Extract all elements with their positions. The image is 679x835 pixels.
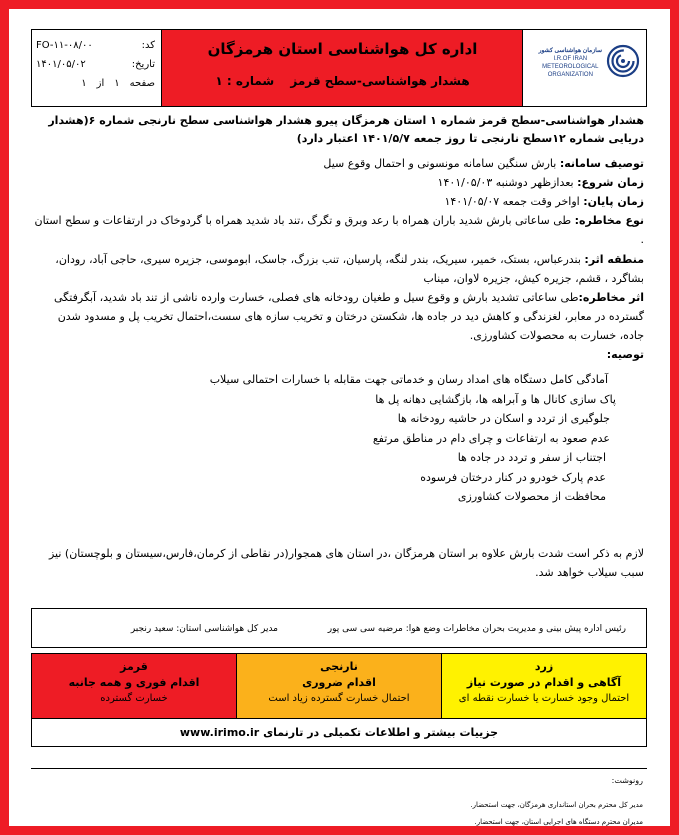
page-label: صفحه [129,78,155,89]
hazard-value: طی ساعاتی بارش شدید باران همراه با رعد وبرق و تگرگ ،تند باد شدید همراه با گردوخاک در ارتفاعات و سطح استان . [34,214,644,246]
hazard-type [34,211,644,249]
area-value: بندرعباس، بستک، خمیر، سیریک، بندر لنگه، پارسیان، تنب بزرگ، جاسک، ابوموسی، جزیره سیری، حاجی آباد، رودان، بشاگرد ، قشم، جزیره کیش، جزیره لاوان، میناب [55,253,644,285]
level-effect: احتمال خسارت گسترده زیاد است [268,693,410,704]
impact-section [34,250,644,364]
list-item: عدم پارک خودرو در کنار درختان فرسوده [420,470,606,484]
list-item: عدم صعود به ارتفاعات و چرای دام در مناطق مرتفع [372,431,610,445]
level-effect: خسارت گسترده [100,693,168,704]
code-label: کد: [141,40,155,51]
warning-level-label: هشدار هواشناسی-سطح قرمز [290,74,470,88]
page-total: ۱ [81,78,87,89]
director-signature: مدیر کل هواشناسی استان: سعید رنجبر [130,624,278,634]
area-key: منطقه اثر: [584,253,644,266]
level-action: اقدام فوری و همه جانبه [68,676,200,689]
list-item: آمادگی کامل دستگاه های امداد رسان و خدماتی جهت مقابله با خسارات احتمالی سیلاب [209,373,608,386]
end-time [34,192,644,211]
warning-details [34,154,644,249]
warning-subtitle [174,74,511,88]
list-item: جلوگیری از تردد و اسکان در حاشیه رودخانه ها [397,412,610,425]
level-yellow [441,654,646,718]
website-prefix: جزییات بیشتر و اطلاعات تکمیلی در تارنمای [263,726,499,739]
level-name: نارنجی [320,660,358,673]
title-banner [162,30,523,106]
end-value: اواخر وقت جمعه ۱۴۰۱/۰۵/۰۷ [444,195,584,208]
level-action: آگاهی و اقدام در صورت نیاز [466,676,622,689]
date-label: تاریخ: [131,59,155,70]
level-action: اقدام ضروری [302,676,376,689]
recommendation-list [34,370,644,507]
meteorology-logo-icon [606,44,640,78]
copies-title: رونوشت: [611,776,643,785]
website-link[interactable]: www.irimo.ir [179,726,260,739]
end-key: زمان پایان: [583,195,644,208]
hazard-key: نوع مخاطره: [574,214,644,227]
logo-caption-en-3: ORGANIZATION [547,72,593,78]
divider [31,768,647,769]
impact-area [34,250,644,288]
level-red [32,654,236,718]
start-time [34,173,644,192]
list-item: پاک سازی کانال ها و آبراهه ها، بازگشایی دهانه پل ها [375,392,616,406]
start-value: بعدازظهر دوشنبه ۱۴۰۱/۰۵/۰۳ [437,176,578,189]
level-effect: احتمال وجود خسارت یا خسارت نقطه ای [458,693,630,704]
level-orange [236,654,441,718]
level-name: قرمز [120,660,148,673]
logo-caption-fa: سازمان هواشناسی کشور [538,48,602,54]
warning-levels-table [31,653,647,719]
list-item: محافظت از محصولات کشاورزی [457,490,606,503]
logo-caption [539,47,602,79]
page-current: ۱ [114,78,120,89]
system-value: بارش سنگین سامانه مونسونی و احتمال وقوع سیل [323,157,560,170]
page-title: اداره کل هواشناسی استان هرمزگان [207,40,478,58]
recommendation-heading: توصیه: [606,348,644,361]
website-row [31,719,647,747]
level-name: زرد [534,660,554,673]
system-key: توصیف سامانه: [559,157,644,170]
warning-number: شماره : ۱ [215,74,275,88]
effect-key: اثر مخاطره: [578,291,644,304]
page-of: از [96,78,105,89]
code-value: FO-۱۱-۰۸/۰۰ [36,40,93,51]
effect-value: طی ساعاتی تشدید بارش و وقوع سیل و طغیان رودخانه های فصلی، خسارت وارده ناشی از تند باد شدید، آبگرفتگی گسترده در معابر، لغزندگی و کاهش دید در جاده ها، شکستن درختان و تخریب سازه های سست،احتمال تخریب پل و مسدود شدن جاده، خسارت به محصولات کشاورزی. [54,291,644,342]
intro-paragraph: هشدار هواشناسی-سطح قرمز شماره ۱ استان هرمزگان پیرو هشدار هواشناسی سطح نارنجی شماره ۶(هشدار دریایی شماره ۱۲سطح نارنجی تا روز جمعه ۱۴۰۱/۵/۷ اعتبار دارد) [48,114,644,145]
logo-caption-en-1: I.R.OF IRAN [553,56,588,62]
document-code-block [32,30,162,106]
copy-recipient: مدیران محترم دستگاه های اجرایی استان، جهت استحضار. [474,818,643,826]
forecaster-signature: رئیس اداره پیش بینی و مدیریت بحران مخاطرات وضع هوا: مرضیه سی سی پور [327,624,626,634]
list-item: اجتناب از سفر و تردد در جاده ها [457,451,606,464]
date-value: ۱۴۰۱/۰۵/۰۲ [36,59,86,70]
signature-box [31,608,647,648]
additional-note: لازم به ذکر است شدت بارش علاوه بر استان هرمزگان ،در استان های همجوار(در نقاطی از کرمان،فارس،سیستان و بلوچستان) نیز سبب سیلاب خواهد شد. [48,547,644,579]
organization-logo [522,30,646,106]
system-description [34,154,644,173]
document-header [31,29,647,107]
copies-section [143,772,643,831]
logo-caption-en-2: METEOROLOGICAL [542,64,599,70]
hazard-effect [34,288,644,345]
copy-recipient: مدیر کل محترم بحران استانداری هرمزگان، جهت استحضار. [470,801,643,809]
start-key: زمان شروع: [577,176,644,189]
